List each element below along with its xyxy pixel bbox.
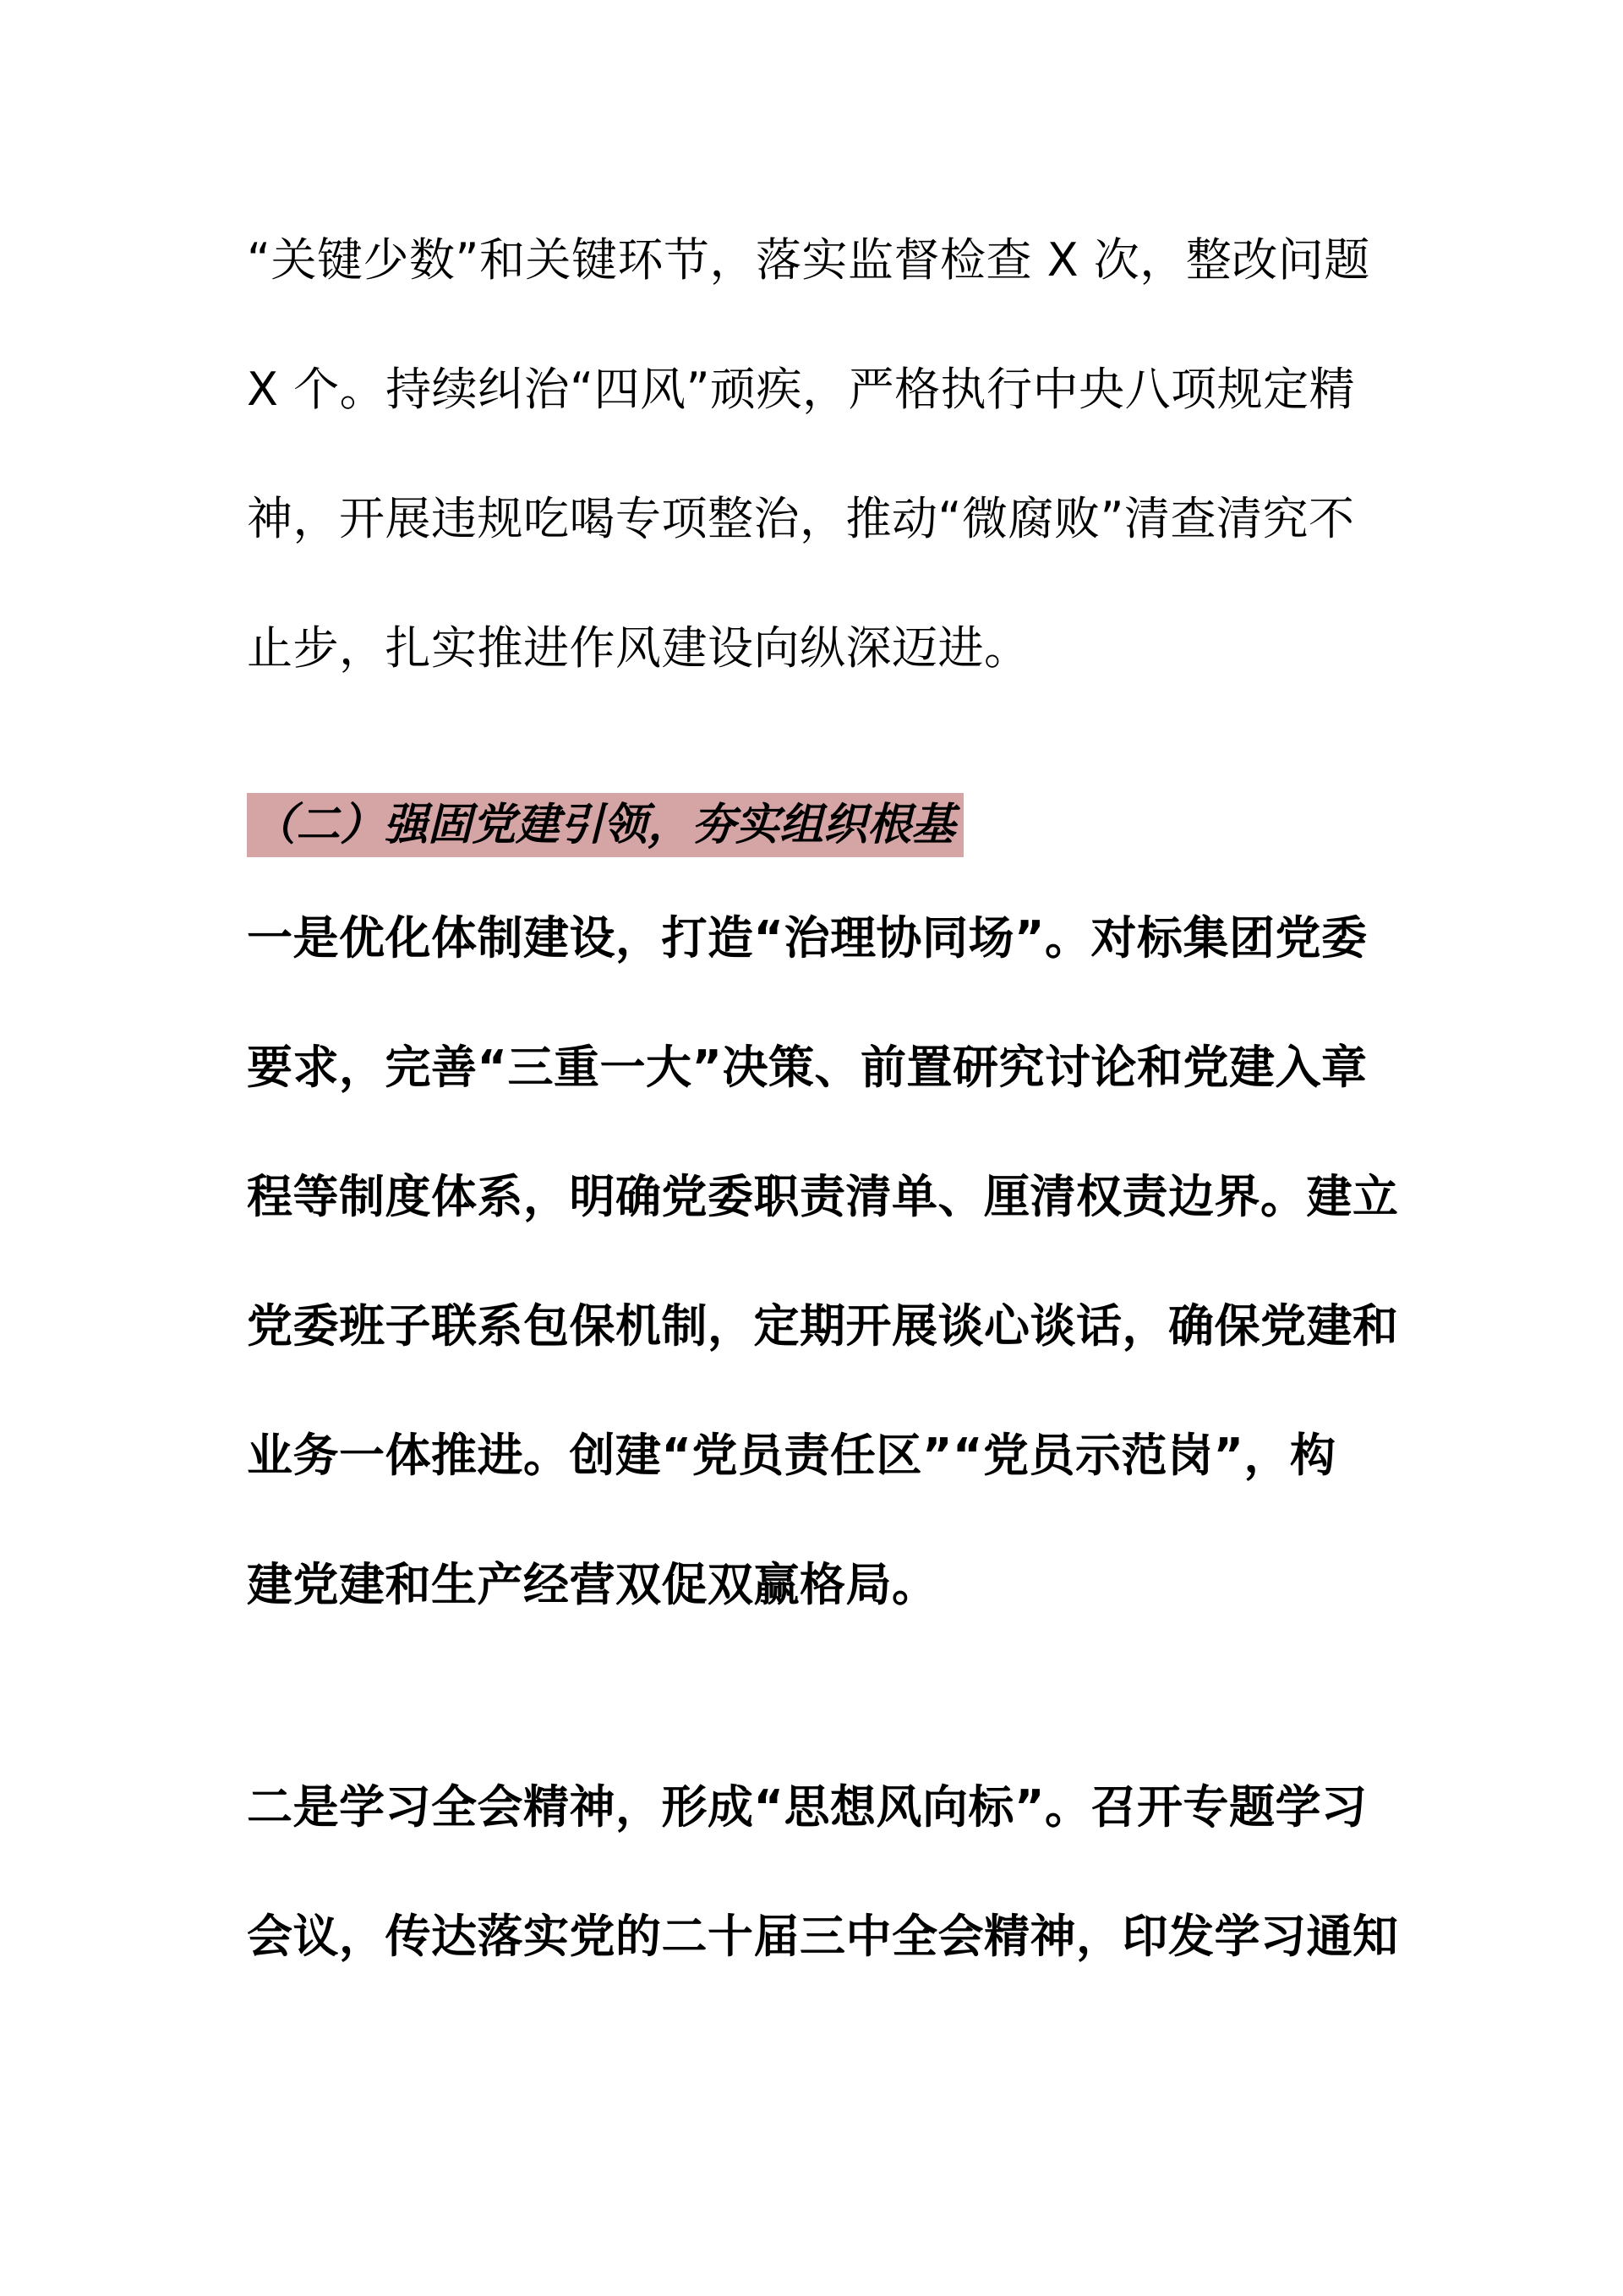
paragraph-line: 止步，扎实推进作风建设向纵深迈进。 bbox=[247, 621, 1030, 675]
paragraph-line: 党委班子联系包保机制，定期开展谈心谈话，确保党建和 bbox=[247, 1299, 1399, 1353]
section-heading: （二）强固党建引领，夯实组织根基 bbox=[247, 793, 964, 857]
paragraph-line: “关键少数”和关键环节，落实监督检查 X 次，整改问题 bbox=[247, 233, 1370, 287]
paragraph-line: 一是优化体制建设，打造“治理协同场”。对标集团党委 bbox=[247, 911, 1368, 965]
paragraph-line: 业务一体推进。创建“党员责任区”“党员示范岗”，构 bbox=[247, 1429, 1336, 1482]
intro-paragraph bbox=[247, 195, 1388, 713]
paragraph-line: 要求，完善“三重一大”决策、前置研究讨论和党建入章 bbox=[247, 1041, 1368, 1094]
paragraph-line: 程等制度体系，明确党委职责清单、厘清权责边界。建立 bbox=[247, 1170, 1399, 1223]
paragraph-line: 二是学习全会精神，形成“思想风向标”。召开专题学习 bbox=[247, 1780, 1368, 1834]
point-one-paragraph bbox=[247, 873, 1399, 1649]
paragraph-line: 神，开展违规吃喝专项整治，推动“微腐败”清查清究不 bbox=[247, 492, 1355, 545]
point-two-paragraph bbox=[247, 1742, 1399, 2001]
paragraph-line: 建党建和生产经营双促双赢格局。 bbox=[247, 1558, 938, 1611]
paragraph-line: 会议，传达落实党的二十届三中全会精神，印发学习通知 bbox=[247, 1910, 1399, 1963]
paragraph-line: X 个。持续纠治“四风”顽疾，严格执行中央八项规定精 bbox=[247, 363, 1356, 416]
